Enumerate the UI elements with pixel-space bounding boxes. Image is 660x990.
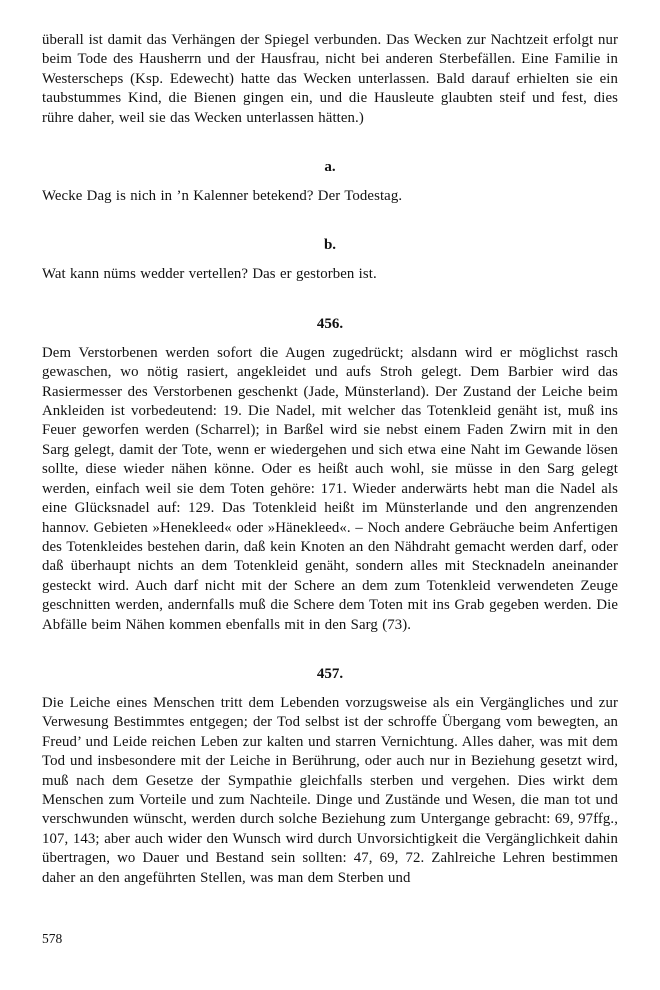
section-heading-b: b. bbox=[323, 237, 337, 254]
section-heading-457: 457. bbox=[316, 665, 344, 682]
paragraph-section-457: Die Leiche eines Menschen tritt dem Lebenden vorzugsweise als ein Vergängliches und zur Verwesung Bestimmtes entgegen; der Tod selbst ist der schroffe Übergang vom bewegten, an Freud’ und Leide reichen Leben zur kalten und starren Vernichtung. Alles daher, was mit dem Tod und insbesondere mit der Leiche in Berührung, oder auch nur in Beziehung gesetzt wird, muß nach dem Gesetze der Sympathie gleichfalls sterben und vergehen. Dies wirkt dem Menschen zum Vorteile und zum Nachteile. Dinge und Zustände und Wesen, die man tot und verschwunden wünscht, werden durch solche Beziehung zum Untergange gebracht: 69, 97ffg., 107, 143; aber auch wider den Wunsch wird durch Unvorsichtigkeit die Vergänglichkeit dahin übertragen, wo Dauer und Bestand sein sollten: 47, 69, 72. Zahlreiche Lehren bestimmen daher an den angeführten Stellen, was man dem Sterben und bbox=[42, 694, 618, 886]
section-heading-456: 456. bbox=[316, 315, 344, 332]
paragraph-riddle-a: Wecke Dag is nich in ’n Kalenner betekend? Der Todestag. bbox=[42, 188, 403, 205]
paragraph-continuation: überall ist damit das Verhängen der Spiegel verbunden. Das Wecken zur Nachtzeit erfolgt nur beim Tode des Hausherrn und der Hausfrau, nicht bei anderen Sterbefällen. Eine Familie in Westerscheps (Ksp. Edewecht) hatte das Wecken unterlassen. Bald darauf erhielten sie ein taubstummes Kind, die Bienen gingen ein, und die Hausleute glaubten steif und fest, dies rühre daher, weil sie das Wecken unterlassen hätten.) bbox=[42, 32, 618, 126]
paragraph-riddle-b: Wat kann nüms wedder vertellen? Das er gestorben ist. bbox=[42, 266, 377, 283]
paragraph-section-456: Dem Verstorbenen werden sofort die Augen zugedrückt; alsdann wird er möglichst rasch gewaschen, wo nötig rasiert, angekleidet und aufs Stroh gelegt. Dem Barbier wird das Rasiermesser des Verstorbenen geschenkt (Jade, Münsterland). Der Zustand der Leiche beim Ankleiden ist vorbedeutend: 19. Die Nadel, mit welcher das Totenkleid genäht ist, muß ins Feuer geworfen werden (Scharrel); in Barßel wird sie nebst einem Faden Zwirn mit in den Sarg gelegt, damit der Tote, wenn er wiedergehen und sich etwa eine Naht im Gewande lösen sollte, diese wieder nähen könne. Oder es heißt auch wohl, sie müsse in den Sarg gelegt werden, einfach weil sie dem Toten gehöre: 171. Wieder anderwärts hebt man die Nadel als eine Glücksnadel auf: 129. Das Totenkleid heißt im Münsterlande und den angrenzenden hannov. Gebieten »Henekleed« oder »Hänekleed«. – Noch andere Gebräuche beim Anfertigen des Totenkleides bestehen darin, daß kein Knoten an den Nähdraht gemacht werden darf, oder daß überhaupt nichts an dem Totenkleid genäht, sondern alles mit Stecknadeln aneinander gesteckt wird. Auch darf nicht mit der Schere an dem zum Totenkleid verwendeten Zeuge geschnitten werden, andernfalls muß die Schere dem Toten mit ins Grab gegeben werden. Die Abfälle beim Nähen kommen ebenfalls mit in den Sarg (73). bbox=[42, 344, 618, 633]
page-number: 578 bbox=[42, 931, 63, 946]
section-heading-a: a. bbox=[324, 159, 336, 176]
